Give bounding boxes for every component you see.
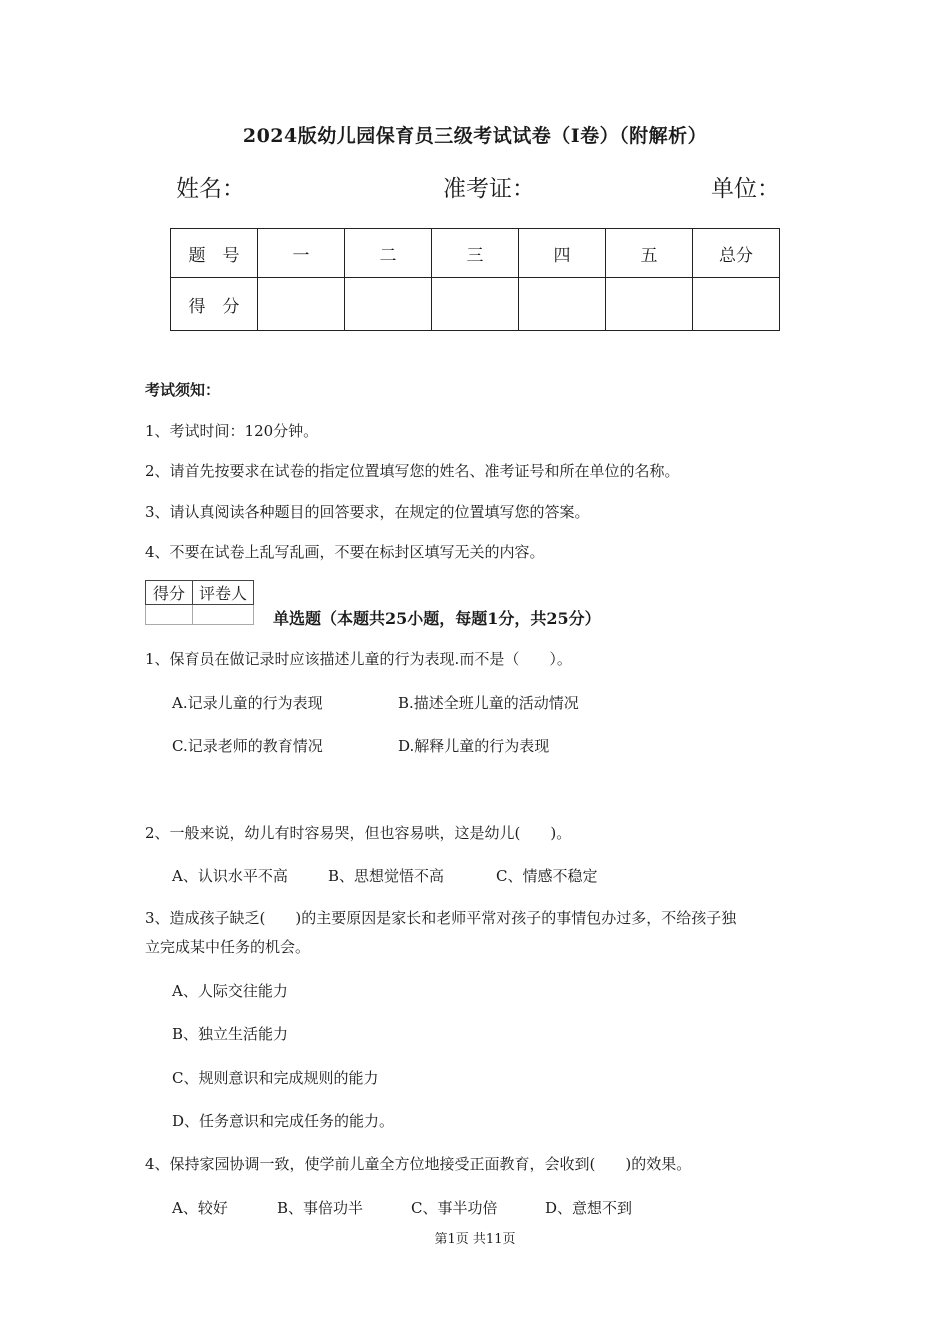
notice-item: 3、请认真阅读各种题目的回答要求，在规定的位置填写您的答案。 xyxy=(145,503,590,521)
score-table-cell: 题 号 xyxy=(171,229,258,278)
notice-item: 2、请首先按要求在试卷的指定位置填写您的姓名、准考证号和所在单位的名称。 xyxy=(145,462,680,480)
question-3-option-a: A、人际交往能力 xyxy=(172,982,288,1000)
question-4-stem: 4、保持家园协调一致，使学前儿童全方位地接受正面教育，会收到( )的效果。 xyxy=(145,1155,692,1173)
score-entry-cell[interactable] xyxy=(693,278,780,331)
score-table-score-row xyxy=(171,278,780,331)
question-4-option-c: C、事半功倍 xyxy=(411,1199,498,1217)
question-4-option-a: A、较好 xyxy=(172,1199,228,1217)
document-title: 2024版幼儿园保育员三级考试试卷（I卷）（附解析） xyxy=(242,125,708,147)
name-field-label: 姓名： xyxy=(176,176,245,202)
score-table-cell: 总分 xyxy=(693,229,780,278)
grader-score-cell[interactable] xyxy=(146,605,193,625)
question-1-option-c: C.记录老师的教育情况 xyxy=(172,737,323,755)
question-2-option-b: B、思想觉悟不高 xyxy=(328,867,445,885)
score-table-cell: 三 xyxy=(432,229,519,278)
question-3-stem: 3、造成孩子缺乏( )的主要原因是家长和老师平常对孩子的事情包办过多，不给孩子独 xyxy=(145,909,737,927)
question-1-option-d: D.解释儿童的行为表现 xyxy=(398,737,550,755)
question-2-option-c: C、情感不稳定 xyxy=(496,867,598,885)
score-entry-cell[interactable] xyxy=(432,278,519,331)
grader-name-cell[interactable] xyxy=(193,605,254,625)
score-entry-cell[interactable] xyxy=(606,278,693,331)
question-3-option-d: D、任务意识和完成任务的能力。 xyxy=(172,1112,395,1130)
question-1-option-a: A.记录儿童的行为表现 xyxy=(172,694,323,712)
score-table-header-row xyxy=(171,229,780,278)
question-2-stem: 2、一般来说，幼儿有时容易哭，但也容易哄，这是幼儿( )。 xyxy=(145,824,572,842)
question-3-option-c: C、规则意识和完成规则的能力 xyxy=(172,1069,379,1087)
question-4-option-b: B、事倍功半 xyxy=(277,1199,364,1217)
unit-field-label: 单位： xyxy=(711,176,780,202)
notice-item: 1、考试时间：120分钟。 xyxy=(145,422,319,440)
grader-table-grader-label: 评卷人 xyxy=(193,581,254,605)
page-footer: 第1页 共11页 xyxy=(434,1232,516,1247)
grader-table xyxy=(145,580,254,625)
score-table-cell: 一 xyxy=(258,229,345,278)
score-table xyxy=(170,228,780,331)
question-4-option-d: D、意想不到 xyxy=(545,1199,633,1217)
notice-item: 4、不要在试卷上乱写乱画，不要在标封区填写无关的内容。 xyxy=(145,543,545,561)
question-3-stem-continued: 立完成某中任务的机会。 xyxy=(145,938,311,956)
score-entry-cell[interactable] xyxy=(345,278,432,331)
question-1-option-b: B.描述全班儿童的活动情况 xyxy=(398,694,579,712)
score-table-cell: 五 xyxy=(606,229,693,278)
section-title: 单选题（本题共25小题，每题1分，共25分） xyxy=(273,609,601,628)
score-table-cell: 四 xyxy=(519,229,606,278)
exam-number-field-label: 准考证： xyxy=(443,176,535,202)
question-2-option-a: A、认识水平不高 xyxy=(172,867,288,885)
score-table-cell: 二 xyxy=(345,229,432,278)
question-3-option-b: B、独立生活能力 xyxy=(172,1025,289,1043)
grader-table-score-label: 得分 xyxy=(146,581,193,605)
notice-heading: 考试须知： xyxy=(145,381,221,399)
question-1-stem: 1、保育员在做记录时应该描述儿童的行为表现.而不是（ ）。 xyxy=(145,650,572,668)
score-entry-cell[interactable] xyxy=(519,278,606,331)
score-table-cell: 得 分 xyxy=(171,278,258,331)
score-entry-cell[interactable] xyxy=(258,278,345,331)
